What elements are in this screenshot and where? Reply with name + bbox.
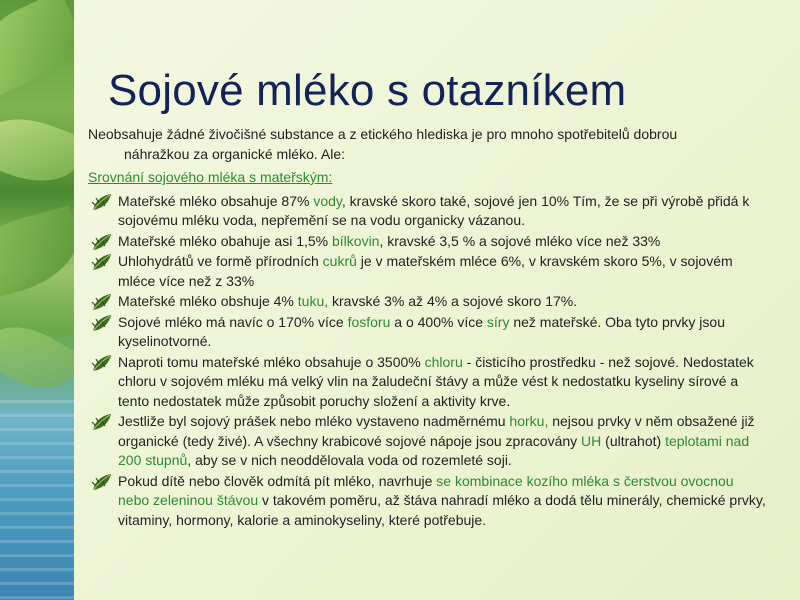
intro-line-1: Neobsahuje žádné živočišné substance a z etického hlediska je pro mnoho spotřebitelů dobrou	[88, 126, 678, 142]
leaf-decoration	[0, 206, 74, 305]
bullet-item: Pokud dítě nebo člověk odmítá pít mléko, navrhuje se kombinace kozího mléka s čerstvou ovocnou nebo zeleninou štávou v takovém poměru, až štáva nahradí mléko a dodá tělu minerály, chemické prvky, vitaminy, hormony, kalorie a aminokyseliny, které potřebuje.	[88, 472, 768, 531]
slide-body	[88, 125, 768, 531]
decorative-leaf-water-strip	[0, 0, 74, 600]
leaf-icon	[90, 472, 114, 492]
intro-paragraph	[88, 125, 768, 164]
bullet-list	[88, 192, 768, 531]
bullet-item: Naproti tomu mateřské mléko obsahuje o 3500% chloru - čisticího prostředku - než sojové. Nedostatek chloru v sojovém mléku má velký vlin na žaludeční štávy a může vést k nedostatku kyseliny sírové a tento nedostatek může způsobit poruchy složení a aktivity krve.	[88, 353, 768, 412]
leaf-icon	[90, 252, 114, 272]
bullet-item: Sojové mléko má navíc o 170% více fosforu a o 400% více síry než mateřské. Oba tyto prvky jsou kyselinotvorné.	[88, 313, 768, 352]
bullet-item: Jestliže byl sojový prášek nebo mléko vystaveno nadměrnému horku, nejsou prvky v něm obsažené již organické (tedy živé). A všechny krabicové sojové nápoje jsou zpracovány UH (ultrahot) teplotami nad 200 stupnů, aby se v nich neoddělovala voda od rozemleté soji.	[88, 412, 768, 471]
leaf-icon	[90, 353, 114, 373]
bullet-item: Mateřské mléko obshuje 4% tuku, kravské 3% až 4% a sojové skoro 17%.	[88, 292, 768, 312]
bullet-item: Mateřské mléko obahuje asi 1,5% bílkovin, kravské 3,5 % a sojové mléko více než 33%	[88, 232, 768, 252]
bullet-item: Mateřské mléko obsahuje 87% vody, kravské skoro také, sojové jen 10% Tím, že se při výrobě přidá k sojovému mléku voda, nepřemění se na vodu organicky vázanou.	[88, 192, 768, 231]
leaf-icon	[90, 232, 114, 252]
leaf-icon	[90, 412, 114, 432]
leaf-decoration	[0, 105, 74, 196]
bullet-item: Uhlohydrátů ve formě přírodních cukrů je v mateřském mléce 6%, v kravském skoro 5%, v sojovém mléce více než z 33%	[88, 252, 768, 291]
leaf-icon	[90, 313, 114, 333]
leaf-decoration	[0, 311, 74, 404]
water-decoration	[0, 400, 74, 600]
leaf-decoration	[0, 0, 74, 100]
slide-title: Sojové mléko s otazníkem	[108, 66, 627, 115]
leaf-icon	[90, 292, 114, 312]
comparison-subheading: Srovnání sojového mléka s mateřským:	[88, 169, 333, 185]
leaf-icon	[90, 192, 114, 212]
intro-line-2: náhražkou za organické mléko. Ale:	[124, 145, 346, 162]
